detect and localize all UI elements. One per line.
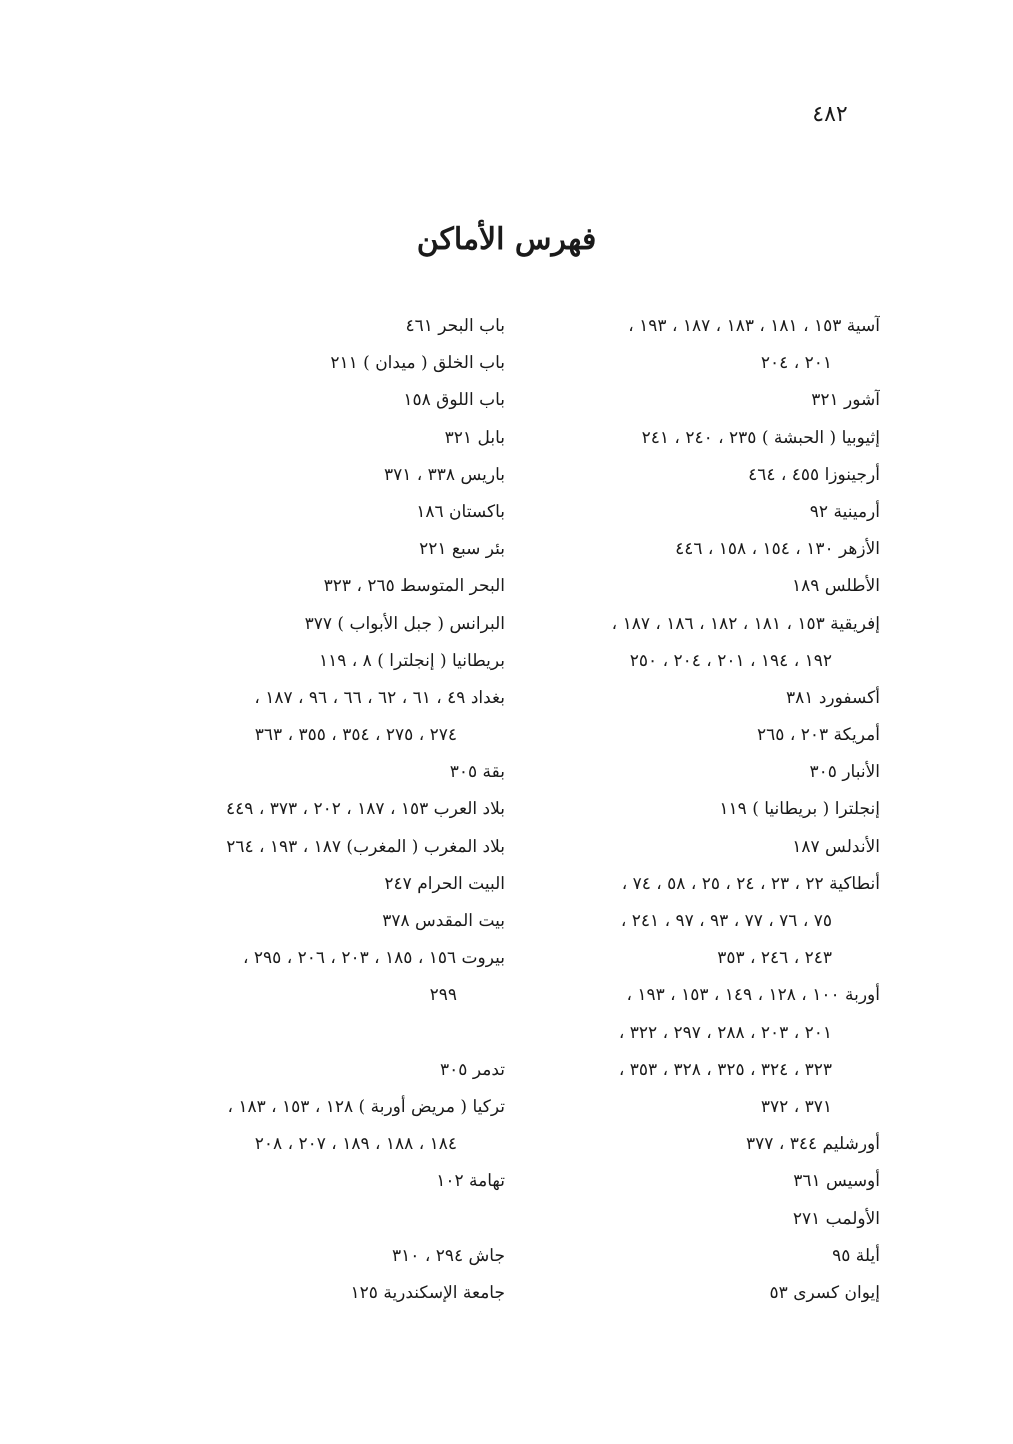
index-entry: جامعة الإسكندرية ١٢٥ <box>350 1282 505 1303</box>
index-entry: البحر المتوسط ٢٦٥ ، ٣٢٣ <box>323 576 505 597</box>
index-entry: الأندلس ١٨٧ <box>792 836 880 857</box>
index-entry: بريطانيا ( إنجلترا ) ٨ ، ١١٩ <box>318 650 505 671</box>
index-entry: الأنبار ٣٠٥ <box>809 762 880 783</box>
index-entry: بابل ٣٢١ <box>444 427 505 448</box>
index-gap <box>150 1201 505 1238</box>
index-entry-continuation: ٢٤٣ ، ٢٤٦ ، ٣٥٣ <box>717 948 832 969</box>
index-entry: الأولمب ٢٧١ <box>792 1208 880 1229</box>
index-entry-continuation: ٢٩٩ <box>429 985 457 1006</box>
index-entry: بلاد العرب ١٥٣ ، ١٨٧ ، ٢٠٢ ، ٣٧٣ ، ٤٤٩ <box>226 799 505 820</box>
index-entry: بيت المقدس ٣٧٨ <box>382 911 505 931</box>
index-entry: الأزهر ١٣٠ ، ١٥٤ ، ١٥٨ ، ٤٤٦ <box>675 539 880 560</box>
index-gap <box>150 1015 505 1052</box>
index-entry: آسية ١٥٣ ، ١٨١ ، ١٨٣ ، ١٨٧ ، ١٩٣ ، <box>628 316 880 336</box>
index-entry-continuation: ٣٧١ ، ٣٧٢ <box>760 1096 832 1117</box>
index-entry: إيوان كسرى ٥٣ <box>769 1282 880 1303</box>
index-entry-continuation: ٧٥ ، ٧٦ ، ٧٧ ، ٩٣ ، ٩٧ ، ٢٤١ ، <box>620 911 832 931</box>
index-entry: أمريكة ٢٠٣ ، ٢٦٥ <box>757 725 880 746</box>
index-entry: أوربة ١٠٠ ، ١٢٨ ، ١٤٩ ، ١٥٣ ، ١٩٣ ، <box>626 985 880 1006</box>
index-entry: أرجينوزا ٤٥٥ ، ٤٦٤ <box>748 464 880 485</box>
index-entry-continuation: ٢٠١ ، ٢٠٤ <box>760 353 832 374</box>
index-entry: باب اللوق ١٥٨ <box>403 390 505 411</box>
page-title: فهرس الأماكن <box>416 222 597 257</box>
index-entry: بيروت ١٥٦ ، ١٨٥ ، ٢٠٣ ، ٢٠٦ ، ٢٩٥ ، <box>243 948 505 969</box>
index-entry-continuation: ١٩٢ ، ١٩٤ ، ٢٠١ ، ٢٠٤ ، ٢٥٠ <box>629 650 832 671</box>
index-entry: أورشليم ٣٤٤ ، ٣٧٧ <box>746 1134 880 1155</box>
index-entry: جاش ٢٩٤ ، ٣١٠ <box>392 1245 505 1266</box>
index-entry: الأطلس ١٨٩ <box>791 576 880 597</box>
index-entry: باريس ٣٣٨ ، ٣٧١ <box>383 464 505 485</box>
index-entry: باكستان ١٨٦ <box>416 501 505 522</box>
index-entry: أرمينية ٩٢ <box>809 501 880 522</box>
index-entry: أكسفورد ٣٨١ <box>786 687 880 708</box>
index-entry-continuation: ٢٠١ ، ٢٠٣ ، ٢٨٨ ، ٢٩٧ ، ٣٢٢ ، <box>618 1022 832 1043</box>
page-number: ٤٨٢ <box>812 102 848 127</box>
index-entry-continuation: ٣٢٣ ، ٣٢٤ ، ٣٢٥ ، ٣٢٨ ، ٣٥٣ ، <box>618 1059 832 1080</box>
index-entry: بلاد المغرب ( المغرب) ١٨٧ ، ١٩٣ ، ٢٦٤ <box>226 836 505 857</box>
index-entry-continuation: ١٨٤ ، ١٨٨ ، ١٨٩ ، ٢٠٧ ، ٢٠٨ <box>254 1134 457 1155</box>
index-entry: باب الخلق ( ميدان ) ٢١١ <box>330 353 505 374</box>
index-column-left <box>150 308 505 1312</box>
index-entry: آشور ٣٢١ <box>811 390 880 411</box>
index-entry: تدمر ٣٠٥ <box>440 1059 505 1080</box>
index-entry: بغداد ٤٩ ، ٦١ ، ٦٢ ، ٦٦ ، ٩٦ ، ١٨٧ ، <box>254 687 505 708</box>
index-entry: البرانس ( جبل الأبواب ) ٣٧٧ <box>304 613 505 634</box>
index-entry: بئر سبع ٢٢١ <box>419 539 505 560</box>
index-entry: إفريقية ١٥٣ ، ١٨١ ، ١٨٢ ، ١٨٦ ، ١٨٧ ، <box>611 613 880 634</box>
index-entry: البيت الحرام ٢٤٧ <box>384 873 505 894</box>
index-entry: تركيا ( مريض أوربة ) ١٢٨ ، ١٥٣ ، ١٨٣ ، <box>227 1096 505 1117</box>
index-entry: باب البحر ٤٦١ <box>405 316 505 336</box>
index-entry: إنجلترا ( بريطانيا ) ١١٩ <box>719 799 880 820</box>
index-entry: تهامة ١٠٢ <box>436 1171 505 1192</box>
index-entry: بقة ٣٠٥ <box>449 762 505 783</box>
index-entry: أوسيس ٣٦١ <box>793 1171 880 1192</box>
index-entry: إثيوبيا ( الحبشة ) ٢٣٥ ، ٢٤٠ ، ٢٤١ <box>641 427 880 448</box>
index-entry-continuation: ٢٧٤ ، ٢٧٥ ، ٣٥٤ ، ٣٥٥ ، ٣٦٣ <box>254 725 457 746</box>
index-entry: أنطاكية ٢٢ ، ٢٣ ، ٢٤ ، ٢٥ ، ٥٨ ، ٧٤ ، <box>621 873 880 894</box>
index-entry: أيلة ٩٥ <box>832 1245 880 1266</box>
index-column-right <box>520 308 880 1312</box>
